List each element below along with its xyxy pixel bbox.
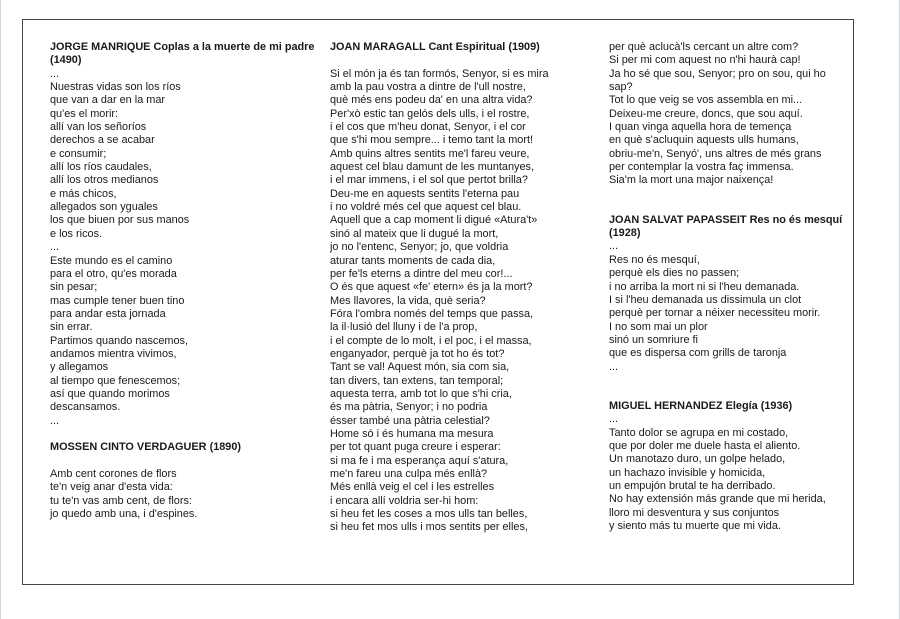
poem-title: (1890): [209, 441, 242, 454]
poem-line: para el otro, qu'es morada: [50, 267, 177, 280]
poem-line: para andar esta jornada: [50, 307, 166, 320]
poem-line: que es dispersa com grills de taronja: [609, 347, 787, 360]
poem-line: ésser també una pàtria celestial?: [330, 414, 490, 427]
poem-line: sinó al mateix que li dugué la mort,: [330, 227, 499, 240]
poem-line: Sia'm la mort una major naixença!: [609, 174, 774, 187]
poem-line: lloro mi desventura y sus conjuntos: [609, 506, 780, 519]
poem-author: JORGE MANRIQUE: [50, 41, 151, 53]
poem-line: amb la pau vostra a dintre de l'ull nostre,: [330, 81, 526, 94]
poem-line: Este mundo es el camino: [50, 254, 173, 267]
poem-line: enganyador, perquè ja tot ho és tot?: [330, 347, 505, 360]
poem-line: e los ricos.: [50, 227, 103, 240]
poem-line: ...: [609, 240, 619, 253]
poem-line: que van a dar en la mar: [50, 94, 166, 107]
poem-line: Home só i és humana ma mesura: [330, 427, 494, 440]
poem-line: aturar tants moments de cada dia,: [330, 254, 496, 267]
poem-line: Amb quins altres sentits me'l fareu veure,: [330, 147, 530, 160]
poem-line: I quan vinga aquella hora de temença: [609, 121, 792, 134]
poem-line: per tot quant puga creure i esperar:: [330, 441, 501, 454]
poem-line: jo no l'entenc, Senyor; jo, que voldria: [330, 241, 509, 254]
poem-body-hernandez: [609, 413, 849, 533]
poem-line: aquesta terra, amb tot lo que s'hi cria,: [330, 387, 512, 400]
poem-line: ...: [609, 413, 619, 426]
poem-heading-hernandez: [609, 400, 849, 413]
poem-line: en què s'acluquin aquests ulls humans,: [609, 134, 799, 147]
poem-line: si ma fe i ma esperança aquí s'atura,: [330, 454, 509, 467]
poem-title: Elegía (1936): [725, 399, 793, 412]
spacer: [50, 428, 315, 441]
poem-line: al tiempo que fenescemos;: [50, 374, 181, 387]
poem-line: Fóra l'ombra només del temps que passa,: [330, 307, 534, 320]
poem-line: Nuestras vidas son los ríos: [50, 81, 181, 94]
poem-line: andamos mientra vivimos,: [50, 347, 177, 360]
poem-line: que por doler me duele hasta el aliento.: [609, 439, 801, 452]
poem-line: Partimos quando nascemos,: [50, 334, 189, 347]
poem-line: jo quedo amb una, i d'espines.: [50, 508, 198, 521]
poem-body-verdaguer: [50, 468, 315, 521]
poem-line: así que quando morimos: [50, 387, 170, 400]
poem-line: y allegamos: [50, 361, 109, 374]
spacer: [609, 188, 849, 214]
poem-line: e más chicos,: [50, 187, 117, 200]
poem-line: i encara allí voldria ser-hi hom:: [330, 494, 479, 507]
poem-line: tu te'n vas amb cent, de flors:: [50, 494, 192, 507]
poem-line: si heu fet mos ulls i mos sentits per elles,: [330, 521, 528, 534]
poem-body-salvat: [609, 240, 849, 373]
poem-line: per contemplar la vostra faç immensa.: [609, 161, 794, 174]
poem-line: mas cumple tener buen tino: [50, 294, 185, 307]
poem-line: Aquell que a cap moment li digué «Atura't»: [330, 214, 538, 227]
poem-heading-maragall: [330, 41, 595, 54]
poem-line: un empujón brutal te ha derribado.: [609, 479, 776, 492]
poem-author: JOAN SALVAT PAPASSEIT: [609, 213, 747, 226]
column-right: [609, 41, 849, 533]
poem-line: allí van los señoríos: [50, 121, 147, 134]
poem-line: sin pesar;: [50, 281, 98, 294]
poem-title: Res no és mesquí (1928): [609, 213, 843, 240]
poem-line: Res no és mesquí,: [609, 253, 700, 266]
poem-line: allí los ríos caudales,: [50, 161, 152, 174]
poem-line: que s'hi mou sempre... i temo tant la mort!: [330, 134, 534, 147]
spacer: [50, 455, 315, 468]
poem-line: Més enllà veig el cel i les estrelles: [330, 481, 495, 494]
window-left-edge: [0, 0, 1, 619]
poem-line: los que biuen por sus manos: [50, 214, 190, 227]
poem-line: la il·lusió del lluny i de l'a prop,: [330, 321, 478, 334]
poem-heading-verdaguer: [50, 441, 315, 454]
poem-line: qu'es el morir:: [50, 107, 119, 120]
poem-line: Ja ho sé que sou, Senyor; pro on sou, qui ho: [609, 67, 826, 80]
poem-line: Si el món ja és tan formós, Senyor, si es mira: [330, 67, 549, 80]
poem-line: descansamos.: [50, 401, 121, 414]
poem-line: Per'xò estic tan gelós dels ulls, i el rostre,: [330, 107, 530, 120]
poem-body-maragall: [330, 68, 595, 535]
poem-author: MIGUEL HERNANDEZ: [609, 399, 723, 412]
poem-line: me'n fareu una culpa més enllà?: [330, 468, 488, 480]
poem-author: MOSSEN CINTO VERDAGUER: [50, 441, 207, 454]
poem-line: e consumir;: [50, 147, 107, 160]
poem-line: aquest cel blau damunt de les muntanyes,: [330, 161, 535, 174]
document-page: [22, 19, 854, 585]
poem-line: I no som mai un plor: [609, 320, 708, 333]
poem-line: Tot lo que veig se vos assembla en mi...: [609, 94, 803, 107]
poem-line: sinó un somriure fi: [609, 333, 698, 346]
poem-body-manrique: [50, 68, 315, 428]
poem-line: Mes llavores, la vida, què seria?: [330, 294, 486, 307]
poem-line: Tant se val! Aquest món, sia com sia,: [330, 361, 510, 374]
poem-line: te'n veig anar d'esta vida:: [50, 481, 173, 494]
poem-line: un hachazo invisible y homicida,: [609, 466, 766, 479]
poem-line: si heu fet les coses a mos ulls tan belles,: [330, 508, 528, 521]
poem-line: ...: [50, 241, 60, 254]
poem-line: sin errar.: [50, 321, 93, 334]
poem-line: què més ens podeu da' en una altra vida?: [330, 94, 533, 107]
poem-line: i el compte de lo molt, i el poc, i el massa,: [330, 334, 532, 347]
poem-heading-salvat: [609, 214, 849, 241]
poem-line: Deixeu-me creure, doncs, que sou aquí.: [609, 107, 803, 120]
poem-line: obriu-me'n, Senyó', uns altres de més grans: [609, 147, 822, 160]
poem-line: derechos a se acabar: [50, 134, 155, 147]
spacer: [330, 54, 595, 67]
poem-line: i el mar immens, i el sol que pertot brilla?: [330, 174, 528, 187]
poem-line: perquè els dies no passen;: [609, 267, 740, 280]
poem-line: per fe'ls eterns a dintre del meu cor!...: [330, 267, 513, 280]
poem-line: ...: [50, 414, 60, 427]
poem-title: Coplas a la muerte de mi padre (1490): [50, 41, 315, 67]
column-left: [50, 41, 315, 521]
poem-line: ...: [50, 67, 60, 80]
poem-line: Tanto dolor se agrupa en mi costado,: [609, 426, 789, 439]
poem-line: Amb cent corones de flors: [50, 468, 177, 480]
poem-line: No hay extensión más grande que mi herida,: [609, 493, 826, 506]
poem-line: sap?: [609, 81, 633, 94]
poem-line: ...: [609, 360, 619, 373]
poem-line: tan divers, tan extens, tan temporal;: [330, 374, 504, 387]
poem-line: O és que aquest «fe' etern» és ja la mort?: [330, 281, 533, 294]
poem-line: per què aclucà'ls cercant un altre com?: [609, 41, 799, 53]
poem-title: Cant Espiritual (1909): [428, 41, 540, 53]
poem-line: Deu-me en aquests sentits l'eterna pau: [330, 187, 520, 200]
poem-line: Un manotazo duro, un golpe helado,: [609, 453, 786, 466]
poem-line: y siento más tu muerte que mi vida.: [609, 520, 781, 532]
poem-author: JOAN MARAGALL: [330, 41, 426, 53]
poem-line: allí los otros medianos: [50, 174, 159, 187]
poem-line: perquè per tornar a néixer necessiteu morir.: [609, 307, 821, 320]
poem-heading-manrique: [50, 41, 315, 68]
poem-line: I si l'heu demanada us dissimula un clot: [609, 293, 802, 306]
column-middle: [330, 41, 595, 535]
spacer: [609, 374, 849, 400]
poem-line: i no voldré més cel que aquest cel blau.: [330, 201, 522, 214]
poem-line: és ma pàtria, Senyor; i no podria: [330, 401, 488, 414]
poem-line: Si per mi com aquest no n'hi haurà cap!: [609, 54, 801, 67]
poem-line: i no arriba la mort ni si l'heu demanada.: [609, 280, 800, 293]
poem-body-maragall-continued: [609, 41, 849, 188]
poem-line: i el cos que m'heu donat, Senyor, i el cor: [330, 121, 526, 134]
poem-line: allegados son yguales: [50, 201, 158, 214]
